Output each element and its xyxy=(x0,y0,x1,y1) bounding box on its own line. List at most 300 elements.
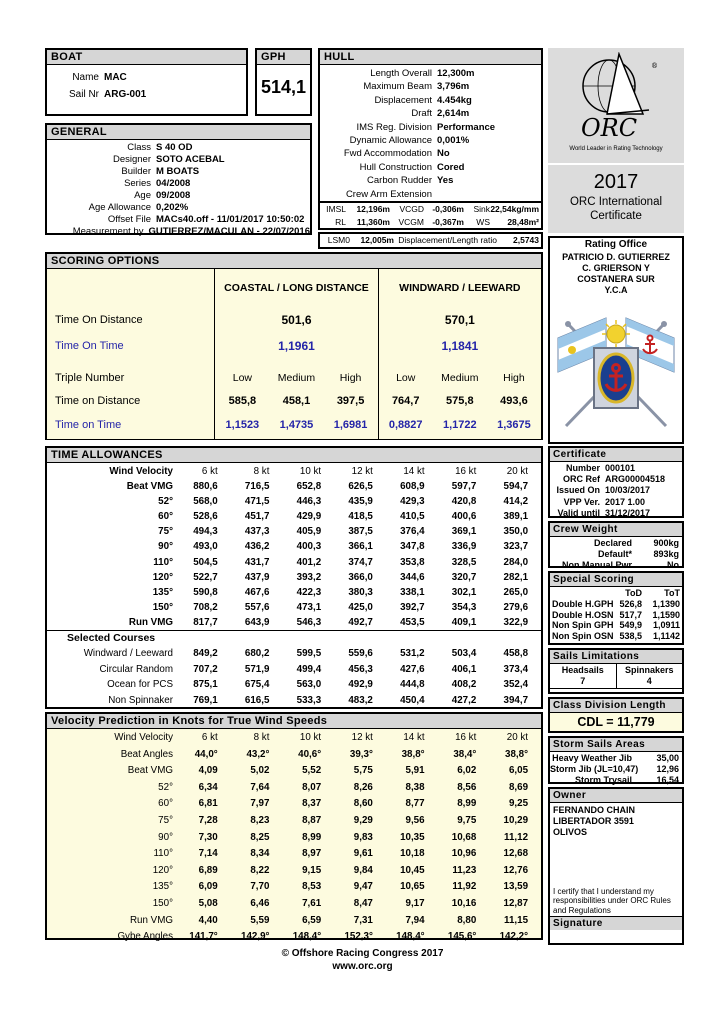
cell: 8,60 xyxy=(353,798,373,810)
cell: 141,7° xyxy=(189,931,218,943)
cell: 471,5 xyxy=(244,496,270,508)
cell: 7,31 xyxy=(353,914,373,926)
cell: 344,6 xyxy=(400,571,425,583)
cell: 707,2 xyxy=(193,663,218,675)
scoring-label-column xyxy=(47,269,214,439)
cell: 494,3 xyxy=(193,526,218,538)
table-row xyxy=(320,161,541,174)
cell: 397,5 xyxy=(336,395,365,407)
cell: 8,34 xyxy=(250,848,270,860)
gph-value: 514,1 xyxy=(260,77,307,97)
cell: 7,14 xyxy=(198,848,218,860)
cell: 680,2 xyxy=(244,648,270,660)
cell: 11,360m xyxy=(356,217,390,228)
orc-logo-icon xyxy=(561,52,671,140)
row-label: 150° xyxy=(152,897,173,909)
col-head: ToD xyxy=(625,588,642,598)
cell: 538,5 xyxy=(619,631,642,642)
row-label: Storm Trysail xyxy=(574,775,632,786)
time-allowances-title: TIME ALLOWANCES xyxy=(47,448,541,463)
row-value: 35,00 xyxy=(656,753,679,763)
cell: 1,1523 xyxy=(225,419,260,431)
cell: 380,3 xyxy=(348,586,373,598)
row-label: Gybe Angles xyxy=(117,931,173,943)
row-label: Double H.OSN xyxy=(552,609,614,620)
row-label: Displacement xyxy=(374,94,432,106)
cell: 366,1 xyxy=(348,541,373,553)
row-label: Series xyxy=(124,178,151,189)
row-label: Ocean for PCS xyxy=(107,679,173,691)
row-value: 04/2008 xyxy=(156,178,191,189)
cell: 152,3° xyxy=(344,931,373,943)
sails-limitations-section xyxy=(548,648,684,694)
row-value: SOTO ACEBAL xyxy=(156,154,225,165)
cell: 408,2 xyxy=(451,679,477,691)
table-row xyxy=(47,830,541,847)
table-row xyxy=(550,538,682,549)
cell: 338,1 xyxy=(400,586,425,598)
cell: 322,9 xyxy=(503,616,529,628)
cell: 599,5 xyxy=(296,648,322,660)
velocity-prediction-title: Velocity Prediction in Knots for True Wind Speeds xyxy=(47,714,541,729)
certificate-type-line1: ORC International xyxy=(569,196,663,208)
table-row xyxy=(47,780,541,797)
cell: 12,76 xyxy=(503,864,529,876)
cell: 8,22 xyxy=(250,864,270,876)
table-row xyxy=(550,620,682,631)
table-row xyxy=(47,69,246,86)
spinnakers-cell xyxy=(617,664,683,688)
wind-col-head: 16 kt xyxy=(455,732,477,743)
storm-sails-section xyxy=(548,736,684,784)
cell: 6,02 xyxy=(457,765,477,777)
cell: 1,1590 xyxy=(652,609,680,620)
row-label: 60° xyxy=(158,511,173,523)
row-label: Draft xyxy=(411,108,432,120)
cell: 8,25 xyxy=(250,831,270,843)
row-label: Valid until xyxy=(557,507,600,518)
row-label: Non Spin GPH xyxy=(552,620,614,631)
table-row xyxy=(320,188,541,201)
rating-office-section xyxy=(548,236,684,444)
row-label: Number xyxy=(565,463,600,473)
wind-col-head: 12 kt xyxy=(351,466,373,477)
cell: 4,40 xyxy=(198,914,218,926)
table-row xyxy=(550,549,682,560)
cell: 39,3° xyxy=(349,748,373,760)
table-row xyxy=(47,796,541,813)
cell: 549,9 xyxy=(619,620,642,631)
row-value: 893kg xyxy=(653,549,679,560)
selected-courses-title: Selected Courses xyxy=(47,630,541,646)
text-line: FERNANDO CHAIN xyxy=(553,805,635,815)
gph-section-title: GPH xyxy=(257,50,310,65)
cell: 13,59 xyxy=(503,881,529,893)
lsm-value: 12,005m xyxy=(360,235,394,245)
cell: 503,4 xyxy=(451,648,477,660)
cell: 9,47 xyxy=(353,881,373,893)
cell: 282,1 xyxy=(503,571,529,583)
cell: 437,9 xyxy=(244,571,270,583)
row-label: Run VMG xyxy=(129,914,173,926)
row-value: 000101 xyxy=(605,463,636,473)
owner-section xyxy=(548,787,684,945)
table-row xyxy=(47,190,310,202)
cell: 0,8827 xyxy=(388,419,423,431)
cell: 376,4 xyxy=(400,526,425,538)
wind-col-head: 16 kt xyxy=(455,466,477,477)
cell: 38,8° xyxy=(401,748,425,760)
cell: 429,3 xyxy=(400,496,425,508)
crew-weight-title: Crew Weight xyxy=(550,523,682,537)
cell: 420,8 xyxy=(451,496,477,508)
cell: 8,26 xyxy=(353,781,373,793)
row-label: 90° xyxy=(158,831,173,843)
row-value: 12,96 xyxy=(656,764,679,775)
row-label: Time on Distance xyxy=(55,395,141,407)
cell: 8,80 xyxy=(457,914,477,926)
cell: 4,09 xyxy=(198,765,218,777)
cell: 1,1961 xyxy=(278,339,315,353)
cell: -0,367m xyxy=(432,217,464,228)
row-label: Measurement by xyxy=(72,226,144,237)
cell: 8,99 xyxy=(302,831,322,843)
row-label: Beat Angles xyxy=(120,748,173,760)
cell: 456,3 xyxy=(348,663,373,675)
cell: 347,8 xyxy=(400,541,425,553)
cell: 1,3675 xyxy=(497,419,531,431)
cell: 302,1 xyxy=(451,586,477,598)
row-label: 75° xyxy=(158,814,173,826)
row-value: 3,796m xyxy=(437,81,470,93)
cell: 11,12 xyxy=(504,831,529,843)
cell: 28,48m² xyxy=(507,217,539,228)
owner-lines xyxy=(550,803,682,838)
wind-col-head: 8 kt xyxy=(253,466,270,477)
cell: 499,4 xyxy=(296,663,322,675)
row-label: Double H.GPH xyxy=(552,598,614,609)
cell: 453,5 xyxy=(400,616,425,628)
row-label: Heavy Weather Jib xyxy=(552,753,632,763)
col-head: Medium xyxy=(277,372,316,384)
cell: 590,8 xyxy=(193,586,218,598)
hull-section-title: HULL xyxy=(320,50,541,65)
row-value: MAC xyxy=(104,72,127,83)
cell: 557,6 xyxy=(244,601,270,613)
table-row xyxy=(47,555,541,570)
cell: 1,1390 xyxy=(652,598,680,609)
row-value: S 40 OD xyxy=(156,142,193,153)
cell-label: Spinnakers xyxy=(624,665,674,675)
cell: 40,6° xyxy=(298,748,322,760)
storm-sails-rows xyxy=(550,752,682,787)
row-label: Age Allowance xyxy=(88,202,151,213)
cell: 6,46 xyxy=(250,897,270,909)
row-label: Windward / Leeward xyxy=(83,648,173,660)
cell: 1,1142 xyxy=(652,631,680,642)
col-head: Medium xyxy=(441,372,479,384)
cell: 5,08 xyxy=(198,897,218,909)
cell: 142,2° xyxy=(499,931,529,943)
cell: 323,7 xyxy=(503,541,529,553)
wind-col-head: 20 kt xyxy=(506,732,529,743)
cell: 7,28 xyxy=(198,814,218,826)
cell: 9,29 xyxy=(353,814,373,826)
certificate-info-title: Certificate xyxy=(550,448,682,462)
cell: 1,1722 xyxy=(442,419,477,431)
crest xyxy=(594,348,638,408)
cell: 10,18 xyxy=(400,848,425,860)
cell: 626,5 xyxy=(348,481,373,493)
cell: 11,92 xyxy=(452,881,477,893)
cell: 6,09 xyxy=(198,881,218,893)
row-label: 60° xyxy=(158,798,173,810)
row-label: Name xyxy=(72,72,99,83)
wind-col-head: 6 kt xyxy=(201,732,218,743)
cell: RL xyxy=(335,217,346,228)
footer-link[interactable]: www.orc.org xyxy=(332,961,393,972)
scoring-options-table xyxy=(47,269,541,439)
row-label: Triple Number xyxy=(55,372,125,384)
cell: 8,07 xyxy=(302,781,322,793)
cell: 429,9 xyxy=(296,511,322,523)
table-row xyxy=(47,494,541,509)
row-label: 120° xyxy=(152,571,173,583)
text-line: C. GRIERSON Y xyxy=(582,263,650,273)
cell: 533,3 xyxy=(296,694,322,706)
cell: 145,6° xyxy=(447,931,477,943)
table-row xyxy=(47,479,541,494)
table-row xyxy=(47,539,541,554)
text-line: PATRICIO D. GUTIERREZ xyxy=(562,252,670,262)
table-row xyxy=(47,226,310,238)
cell: 8,23 xyxy=(250,814,270,826)
selected-courses-table xyxy=(47,646,541,708)
cell: 394,7 xyxy=(503,694,529,706)
cell: 10,35 xyxy=(400,831,425,843)
table-row xyxy=(47,896,541,913)
text-line: OLIVOS xyxy=(553,827,588,837)
row-label: Length Overall xyxy=(370,68,432,79)
table-row xyxy=(47,86,246,103)
cell: 38,8° xyxy=(505,748,529,760)
row-label: Non Manual Pwr xyxy=(561,560,632,571)
cell: 473,1 xyxy=(296,601,322,613)
certificate-year-box xyxy=(548,165,684,233)
cell: 559,6 xyxy=(348,648,373,660)
row-value: Yes xyxy=(437,175,454,187)
row-value: 900kg xyxy=(653,538,679,548)
cell: 10,45 xyxy=(400,864,425,876)
table-row xyxy=(320,107,541,120)
table-row xyxy=(47,142,310,154)
cell: 10,65 xyxy=(400,881,425,893)
cell: 8,37 xyxy=(302,798,322,810)
general-rows xyxy=(47,140,310,238)
cell: 444,8 xyxy=(400,679,425,691)
cell: 458,8 xyxy=(503,648,529,660)
cell: 1,1841 xyxy=(441,339,479,353)
cell: 568,0 xyxy=(193,496,218,508)
row-label: Crew Arm Extension xyxy=(345,188,432,200)
table-row xyxy=(320,216,541,229)
cell: 616,5 xyxy=(244,694,270,706)
certificate-type-line2: Certificate xyxy=(590,210,642,222)
cell: 435,9 xyxy=(348,496,373,508)
cell: 9,83 xyxy=(353,831,373,843)
cell: 5,59 xyxy=(250,914,270,926)
cell: 8,56 xyxy=(457,781,477,793)
row-label: Offset File xyxy=(107,214,151,225)
wind-col-head: 10 kt xyxy=(299,466,322,477)
boat-rows xyxy=(47,65,246,103)
wind-col-head: 20 kt xyxy=(506,466,529,477)
row-label: 135° xyxy=(152,586,173,598)
cell: 594,7 xyxy=(503,481,529,493)
cell: Sink xyxy=(473,204,490,215)
row-label: Designer xyxy=(112,154,151,165)
table-header-row xyxy=(47,730,541,747)
cell: 546,3 xyxy=(296,616,322,628)
row-value: MACs40.off - 11/01/2017 10:50:02 xyxy=(156,214,305,225)
rating-office-title: Rating Office xyxy=(584,239,648,250)
cell: 6,89 xyxy=(198,864,218,876)
wind-col-head: 14 kt xyxy=(403,466,425,477)
row-value: ARG00004518 xyxy=(605,474,666,485)
cell: 849,2 xyxy=(193,648,218,660)
cell: 336,9 xyxy=(451,541,477,553)
row-label: Fwd Accommodation xyxy=(343,148,432,160)
cell-label: Headsails xyxy=(561,665,604,675)
special-scoring-section xyxy=(548,571,684,645)
cell: 11,15 xyxy=(504,914,529,926)
hull-measurements-table xyxy=(320,201,541,229)
table-row xyxy=(320,121,541,134)
cell: 389,1 xyxy=(503,511,529,523)
table-row xyxy=(320,147,541,160)
cell: 353,8 xyxy=(400,556,425,568)
cell: 418,5 xyxy=(348,511,373,523)
cell: 410,5 xyxy=(400,511,425,523)
row-value: 2017 1.00 xyxy=(605,496,646,507)
cell: 571,9 xyxy=(244,663,270,675)
cell: 451,7 xyxy=(244,511,270,523)
cell: 643,9 xyxy=(244,616,270,628)
cell: 9,75 xyxy=(457,814,477,826)
row-label: Declared xyxy=(593,538,632,548)
cell: 7,30 xyxy=(198,831,218,843)
boat-section-title: BOAT xyxy=(47,50,246,65)
sails-limitations-cells xyxy=(550,664,682,689)
row-label: Time On Time xyxy=(55,340,124,352)
cell: 12,87 xyxy=(503,897,529,909)
table-row xyxy=(550,610,682,621)
certificate-year: 2017 xyxy=(593,171,639,193)
col-head: Low xyxy=(396,372,416,384)
cell: 6,81 xyxy=(198,798,218,810)
cell: 422,3 xyxy=(296,586,322,598)
row-label: 150° xyxy=(152,601,173,613)
cell: 406,1 xyxy=(451,663,477,675)
cell: WS xyxy=(476,217,490,228)
group-title: WINDWARD / LEEWARD xyxy=(399,282,521,294)
cell: 9,17 xyxy=(405,897,425,909)
row-value: ARG-001 xyxy=(104,89,147,100)
table-row xyxy=(320,67,541,80)
row-label: 110° xyxy=(153,848,173,860)
row-label: IMS Reg. Division xyxy=(356,121,432,133)
table-row xyxy=(47,600,541,615)
row-label: VPP Ver. xyxy=(563,496,600,507)
cell: VCGD xyxy=(399,204,424,215)
row-label: 110° xyxy=(153,556,173,568)
lsm-ratio-value: 2,5743 xyxy=(513,235,539,245)
row-value: Performance xyxy=(437,121,496,133)
headsails-cell xyxy=(550,664,617,688)
crew-weight-section xyxy=(548,521,684,571)
velocity-prediction-section xyxy=(45,712,543,943)
cell-value: 7 xyxy=(580,676,586,686)
table-row xyxy=(47,813,541,830)
time-allowances-section xyxy=(45,446,543,709)
cell: 7,97 xyxy=(250,798,270,810)
table-row xyxy=(320,94,541,107)
cell: 436,2 xyxy=(244,541,270,553)
cell: 1,4735 xyxy=(279,419,314,431)
table-row xyxy=(320,134,541,147)
cell: 585,8 xyxy=(228,395,257,407)
cell: 716,5 xyxy=(244,481,270,493)
class-division-title: Class Division Length xyxy=(550,699,682,713)
wind-col-head: 8 kt xyxy=(253,732,270,743)
row-value: 09/2008 xyxy=(156,190,191,201)
row-label: Time on Time xyxy=(55,419,122,431)
scoring-options-section xyxy=(45,252,543,440)
cell: 7,94 xyxy=(405,914,425,926)
cell: 6,34 xyxy=(198,781,218,793)
cell: 608,9 xyxy=(400,481,425,493)
cell: 7,70 xyxy=(250,881,270,893)
cell: 8,53 xyxy=(302,881,322,893)
cell-value: 4 xyxy=(646,676,652,686)
cell: 764,7 xyxy=(391,395,420,407)
boat-section xyxy=(45,48,248,116)
table-row xyxy=(47,662,541,678)
table-header-row xyxy=(47,464,541,479)
cell: 284,0 xyxy=(503,556,529,568)
cell: 9,15 xyxy=(302,864,322,876)
general-section-title: GENERAL xyxy=(47,125,310,140)
group-title: COASTAL / LONG DISTANCE xyxy=(224,282,369,294)
col-head: ToT xyxy=(664,588,680,598)
table-row xyxy=(550,474,682,485)
cell: 493,6 xyxy=(500,395,528,407)
gph-section xyxy=(255,48,312,116)
orc-tagline: World Leader in Rating Technology xyxy=(569,146,663,152)
table-row xyxy=(320,174,541,187)
storm-sails-title: Storm Sails Areas xyxy=(550,738,682,752)
table-row xyxy=(550,463,682,474)
row-label: Time On Distance xyxy=(55,314,143,326)
table-row xyxy=(47,570,541,585)
signature-label: Signature xyxy=(550,916,682,930)
cell: 9,25 xyxy=(508,798,529,810)
cell: 517,7 xyxy=(619,609,642,620)
table-row xyxy=(550,775,682,786)
table-row xyxy=(47,846,541,863)
wind-col-head: 6 kt xyxy=(201,466,218,477)
cell: IMSL xyxy=(326,204,346,215)
